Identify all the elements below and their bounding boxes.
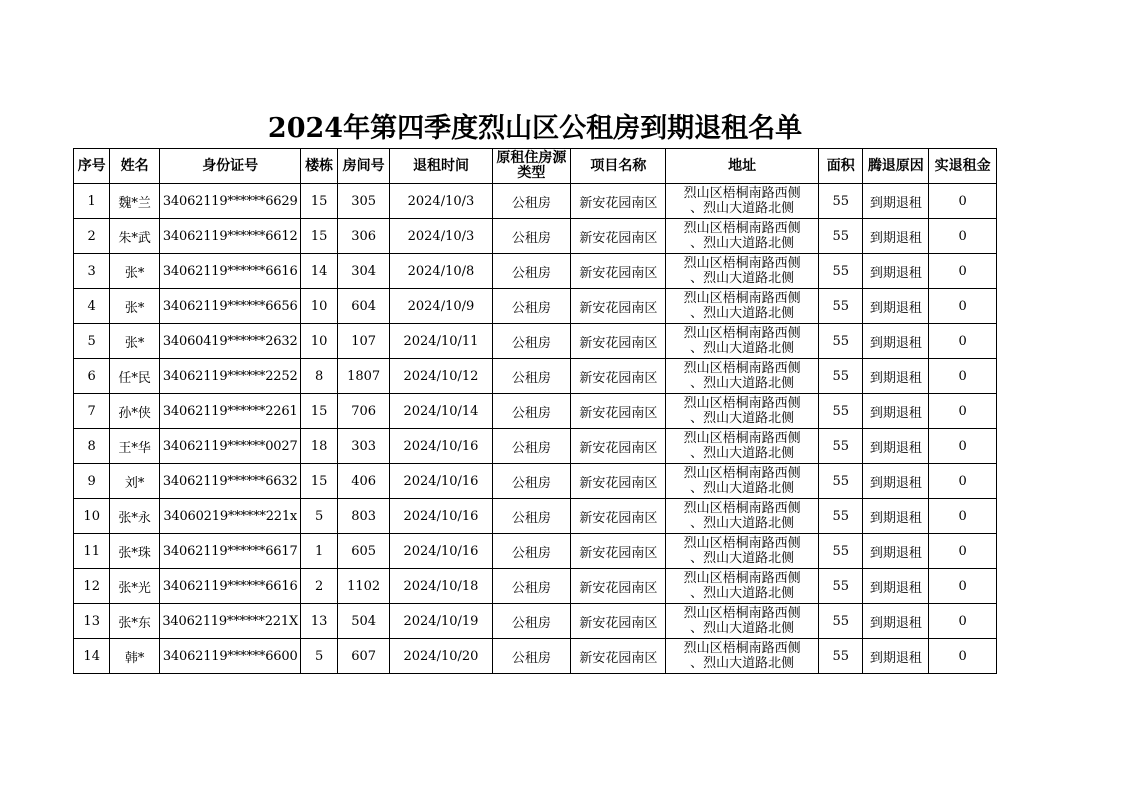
cell-seq: 8 — [74, 429, 110, 464]
table-row — [74, 394, 997, 429]
cell-date: 2024/10/3 — [390, 219, 492, 254]
cell-address — [666, 639, 819, 674]
cell-address — [666, 534, 819, 569]
cell-refund: 0 — [929, 324, 997, 359]
cell-reason: 到期退租 — [863, 394, 929, 429]
cell-name: 张*东 — [110, 604, 160, 639]
cell-date: 2024/10/8 — [390, 254, 492, 289]
cell-address — [666, 359, 819, 394]
cell-area: 55 — [819, 429, 863, 464]
cell-building: 15 — [301, 219, 337, 254]
address-line-1: 烈山区梧桐南路西侧 — [683, 361, 801, 376]
cell-reason: 到期退租 — [863, 534, 929, 569]
cell-seq: 3 — [74, 254, 110, 289]
cell-id: 34062119******6612 — [159, 219, 301, 254]
cell-seq: 12 — [74, 569, 110, 604]
cell-room: 306 — [337, 219, 390, 254]
cell-address — [666, 289, 819, 324]
address-line-2: 、烈山大道路北侧 — [690, 306, 795, 321]
cell-reason: 到期退租 — [863, 289, 929, 324]
cell-reason: 到期退租 — [863, 359, 929, 394]
cell-address — [666, 429, 819, 464]
cell-reason: 到期退租 — [863, 499, 929, 534]
address-line-2: 、烈山大道路北侧 — [690, 271, 795, 286]
cell-area: 55 — [819, 499, 863, 534]
address-line-1: 烈山区梧桐南路西侧 — [683, 431, 801, 446]
col-header-room: 房间号 — [337, 149, 390, 184]
table-row — [74, 359, 997, 394]
cell-area: 55 — [819, 359, 863, 394]
address-line-1: 烈山区梧桐南路西侧 — [683, 641, 801, 656]
cell-type: 公租房 — [492, 289, 571, 324]
cell-refund: 0 — [929, 464, 997, 499]
cell-id: 34062119******6629 — [159, 184, 301, 219]
cell-refund: 0 — [929, 569, 997, 604]
col-header-id: 身份证号 — [159, 149, 301, 184]
address-line-2: 、烈山大道路北侧 — [690, 481, 795, 496]
table-row — [74, 429, 997, 464]
cell-id: 34062119******2261 — [159, 394, 301, 429]
cell-address — [666, 324, 819, 359]
address-line-2: 、烈山大道路北侧 — [690, 586, 795, 601]
address-line-2: 、烈山大道路北侧 — [690, 411, 795, 426]
address-line-1: 烈山区梧桐南路西侧 — [683, 571, 801, 586]
cell-id: 34062119******6632 — [159, 464, 301, 499]
document-title: 2024年第四季度烈山区公租房到期退租名单 — [267, 113, 803, 144]
cell-type: 公租房 — [492, 534, 571, 569]
cell-area: 55 — [819, 324, 863, 359]
cell-building: 18 — [301, 429, 337, 464]
address-line-2: 、烈山大道路北侧 — [690, 201, 795, 216]
cell-refund: 0 — [929, 219, 997, 254]
cell-type: 公租房 — [492, 499, 571, 534]
cell-date: 2024/10/18 — [390, 569, 492, 604]
cell-area: 55 — [819, 219, 863, 254]
cell-name: 王*华 — [110, 429, 160, 464]
cell-reason: 到期退租 — [863, 219, 929, 254]
cell-room: 1102 — [337, 569, 390, 604]
address-line-1: 烈山区梧桐南路西侧 — [683, 256, 801, 271]
cell-name: 张*珠 — [110, 534, 160, 569]
cell-name: 孙*侠 — [110, 394, 160, 429]
cell-address — [666, 184, 819, 219]
cell-name: 魏*兰 — [110, 184, 160, 219]
cell-seq: 9 — [74, 464, 110, 499]
address-line-1: 烈山区梧桐南路西侧 — [683, 466, 801, 481]
address-line-1: 烈山区梧桐南路西侧 — [683, 221, 801, 236]
address-line-1: 烈山区梧桐南路西侧 — [683, 501, 801, 516]
cell-seq: 2 — [74, 219, 110, 254]
cell-building: 8 — [301, 359, 337, 394]
cell-refund: 0 — [929, 254, 997, 289]
cell-building: 10 — [301, 324, 337, 359]
cell-refund: 0 — [929, 359, 997, 394]
col-header-project: 项目名称 — [571, 149, 666, 184]
table-row — [74, 604, 997, 639]
cell-area: 55 — [819, 464, 863, 499]
table-row — [74, 219, 997, 254]
cell-area: 55 — [819, 254, 863, 289]
table-row — [74, 639, 997, 674]
cell-id: 34062119******6656 — [159, 289, 301, 324]
cell-id: 34062119******6616 — [159, 254, 301, 289]
cell-address — [666, 604, 819, 639]
cell-refund: 0 — [929, 639, 997, 674]
cell-area: 55 — [819, 394, 863, 429]
cell-building: 15 — [301, 394, 337, 429]
cell-project: 新安花园南区 — [571, 184, 666, 219]
cell-date: 2024/10/19 — [390, 604, 492, 639]
cell-building: 15 — [301, 464, 337, 499]
col-header-refund: 实退租金 — [929, 149, 997, 184]
cell-seq: 4 — [74, 289, 110, 324]
table-row — [74, 254, 997, 289]
cell-room: 107 — [337, 324, 390, 359]
cell-address — [666, 394, 819, 429]
cell-room: 406 — [337, 464, 390, 499]
cell-project: 新安花园南区 — [571, 569, 666, 604]
cell-reason: 到期退租 — [863, 254, 929, 289]
cell-type: 公租房 — [492, 464, 571, 499]
cell-room: 305 — [337, 184, 390, 219]
address-line-1: 烈山区梧桐南路西侧 — [683, 186, 801, 201]
cell-date: 2024/10/16 — [390, 499, 492, 534]
cell-reason: 到期退租 — [863, 184, 929, 219]
cell-refund: 0 — [929, 499, 997, 534]
address-line-2: 、烈山大道路北侧 — [690, 656, 795, 671]
cell-name: 张*永 — [110, 499, 160, 534]
col-header-reason: 腾退原因 — [863, 149, 929, 184]
cell-name: 韩* — [110, 639, 160, 674]
cell-refund: 0 — [929, 534, 997, 569]
cell-reason: 到期退租 — [863, 604, 929, 639]
col-header-address: 地址 — [666, 149, 819, 184]
cell-type: 公租房 — [492, 569, 571, 604]
cell-project: 新安花园南区 — [571, 499, 666, 534]
col-header-seq: 序号 — [74, 149, 110, 184]
cell-id: 34060419******2632 — [159, 324, 301, 359]
cell-date: 2024/10/16 — [390, 464, 492, 499]
cell-refund: 0 — [929, 394, 997, 429]
cell-address — [666, 254, 819, 289]
col-header-area: 面积 — [819, 149, 863, 184]
cell-date: 2024/10/16 — [390, 429, 492, 464]
cell-seq: 6 — [74, 359, 110, 394]
cell-name: 张*光 — [110, 569, 160, 604]
table-row — [74, 534, 997, 569]
cell-reason: 到期退租 — [863, 569, 929, 604]
cell-building: 10 — [301, 289, 337, 324]
cell-area: 55 — [819, 604, 863, 639]
table-row — [74, 569, 997, 604]
cell-project: 新安花园南区 — [571, 219, 666, 254]
cell-type: 公租房 — [492, 429, 571, 464]
cell-id: 34060219******221x — [159, 499, 301, 534]
cell-refund: 0 — [929, 289, 997, 324]
cell-reason: 到期退租 — [863, 639, 929, 674]
cell-room: 303 — [337, 429, 390, 464]
address-line-2: 、烈山大道路北侧 — [690, 516, 795, 531]
rental-termination-table — [73, 148, 997, 674]
col-header-date: 退租时间 — [390, 149, 492, 184]
cell-type: 公租房 — [492, 324, 571, 359]
address-line-2: 、烈山大道路北侧 — [690, 446, 795, 461]
cell-building: 2 — [301, 569, 337, 604]
cell-room: 304 — [337, 254, 390, 289]
address-line-2: 、烈山大道路北侧 — [690, 341, 795, 356]
address-line-1: 烈山区梧桐南路西侧 — [683, 326, 801, 341]
cell-area: 55 — [819, 289, 863, 324]
cell-room: 605 — [337, 534, 390, 569]
cell-seq: 1 — [74, 184, 110, 219]
cell-name: 任*民 — [110, 359, 160, 394]
cell-date: 2024/10/16 — [390, 534, 492, 569]
address-line-2: 、烈山大道路北侧 — [690, 551, 795, 566]
cell-date: 2024/10/14 — [390, 394, 492, 429]
cell-address — [666, 569, 819, 604]
cell-area: 55 — [819, 184, 863, 219]
address-line-1: 烈山区梧桐南路西侧 — [683, 536, 801, 551]
address-line-2: 、烈山大道路北侧 — [690, 236, 795, 251]
cell-id: 34062119******0027 — [159, 429, 301, 464]
cell-room: 803 — [337, 499, 390, 534]
cell-address — [666, 219, 819, 254]
cell-seq: 10 — [74, 499, 110, 534]
cell-project: 新安花园南区 — [571, 289, 666, 324]
cell-room: 604 — [337, 289, 390, 324]
cell-id: 34062119******2252 — [159, 359, 301, 394]
cell-type: 公租房 — [492, 359, 571, 394]
cell-project: 新安花园南区 — [571, 254, 666, 289]
cell-project: 新安花园南区 — [571, 464, 666, 499]
cell-date: 2024/10/9 — [390, 289, 492, 324]
cell-name: 朱*武 — [110, 219, 160, 254]
cell-type: 公租房 — [492, 639, 571, 674]
table-row — [74, 289, 997, 324]
cell-reason: 到期退租 — [863, 324, 929, 359]
cell-seq: 14 — [74, 639, 110, 674]
cell-building: 15 — [301, 184, 337, 219]
cell-building: 1 — [301, 534, 337, 569]
cell-type: 公租房 — [492, 604, 571, 639]
cell-seq: 5 — [74, 324, 110, 359]
address-line-1: 烈山区梧桐南路西侧 — [683, 291, 801, 306]
cell-building: 14 — [301, 254, 337, 289]
cell-date: 2024/10/12 — [390, 359, 492, 394]
cell-area: 55 — [819, 534, 863, 569]
cell-reason: 到期退租 — [863, 464, 929, 499]
cell-refund: 0 — [929, 604, 997, 639]
address-line-2: 、烈山大道路北侧 — [690, 621, 795, 636]
address-line-1: 烈山区梧桐南路西侧 — [683, 606, 801, 621]
cell-type: 公租房 — [492, 184, 571, 219]
cell-date: 2024/10/3 — [390, 184, 492, 219]
cell-seq: 13 — [74, 604, 110, 639]
table-row — [74, 324, 997, 359]
table-row — [74, 499, 997, 534]
cell-seq: 7 — [74, 394, 110, 429]
cell-date: 2024/10/20 — [390, 639, 492, 674]
table-row — [74, 184, 997, 219]
cell-project: 新安花园南区 — [571, 359, 666, 394]
cell-refund: 0 — [929, 429, 997, 464]
cell-id: 34062119******6616 — [159, 569, 301, 604]
cell-type: 公租房 — [492, 394, 571, 429]
col-header-name: 姓名 — [110, 149, 160, 184]
cell-id: 34062119******221X — [159, 604, 301, 639]
cell-building: 5 — [301, 499, 337, 534]
cell-type: 公租房 — [492, 219, 571, 254]
cell-name: 张* — [110, 254, 160, 289]
cell-project: 新安花园南区 — [571, 429, 666, 464]
cell-area: 55 — [819, 639, 863, 674]
cell-address — [666, 464, 819, 499]
cell-seq: 11 — [74, 534, 110, 569]
cell-refund: 0 — [929, 184, 997, 219]
col-header-type: 原租住房源类型 — [492, 149, 571, 184]
cell-id: 34062119******6600 — [159, 639, 301, 674]
cell-area: 55 — [819, 569, 863, 604]
cell-reason: 到期退租 — [863, 429, 929, 464]
cell-room: 706 — [337, 394, 390, 429]
table-header-row — [74, 149, 997, 184]
cell-building: 5 — [301, 639, 337, 674]
cell-project: 新安花园南区 — [571, 604, 666, 639]
cell-project: 新安花园南区 — [571, 639, 666, 674]
cell-name: 张* — [110, 324, 160, 359]
cell-name: 刘* — [110, 464, 160, 499]
cell-id: 34062119******6617 — [159, 534, 301, 569]
cell-project: 新安花园南区 — [571, 534, 666, 569]
cell-name: 张* — [110, 289, 160, 324]
table-row — [74, 464, 997, 499]
cell-room: 607 — [337, 639, 390, 674]
address-line-2: 、烈山大道路北侧 — [690, 376, 795, 391]
cell-project: 新安花园南区 — [571, 324, 666, 359]
cell-room: 504 — [337, 604, 390, 639]
cell-address — [666, 499, 819, 534]
cell-building: 13 — [301, 604, 337, 639]
cell-project: 新安花园南区 — [571, 394, 666, 429]
address-line-1: 烈山区梧桐南路西侧 — [683, 396, 801, 411]
cell-date: 2024/10/11 — [390, 324, 492, 359]
cell-room: 1807 — [337, 359, 390, 394]
cell-type: 公租房 — [492, 254, 571, 289]
col-header-building: 楼栋 — [301, 149, 337, 184]
